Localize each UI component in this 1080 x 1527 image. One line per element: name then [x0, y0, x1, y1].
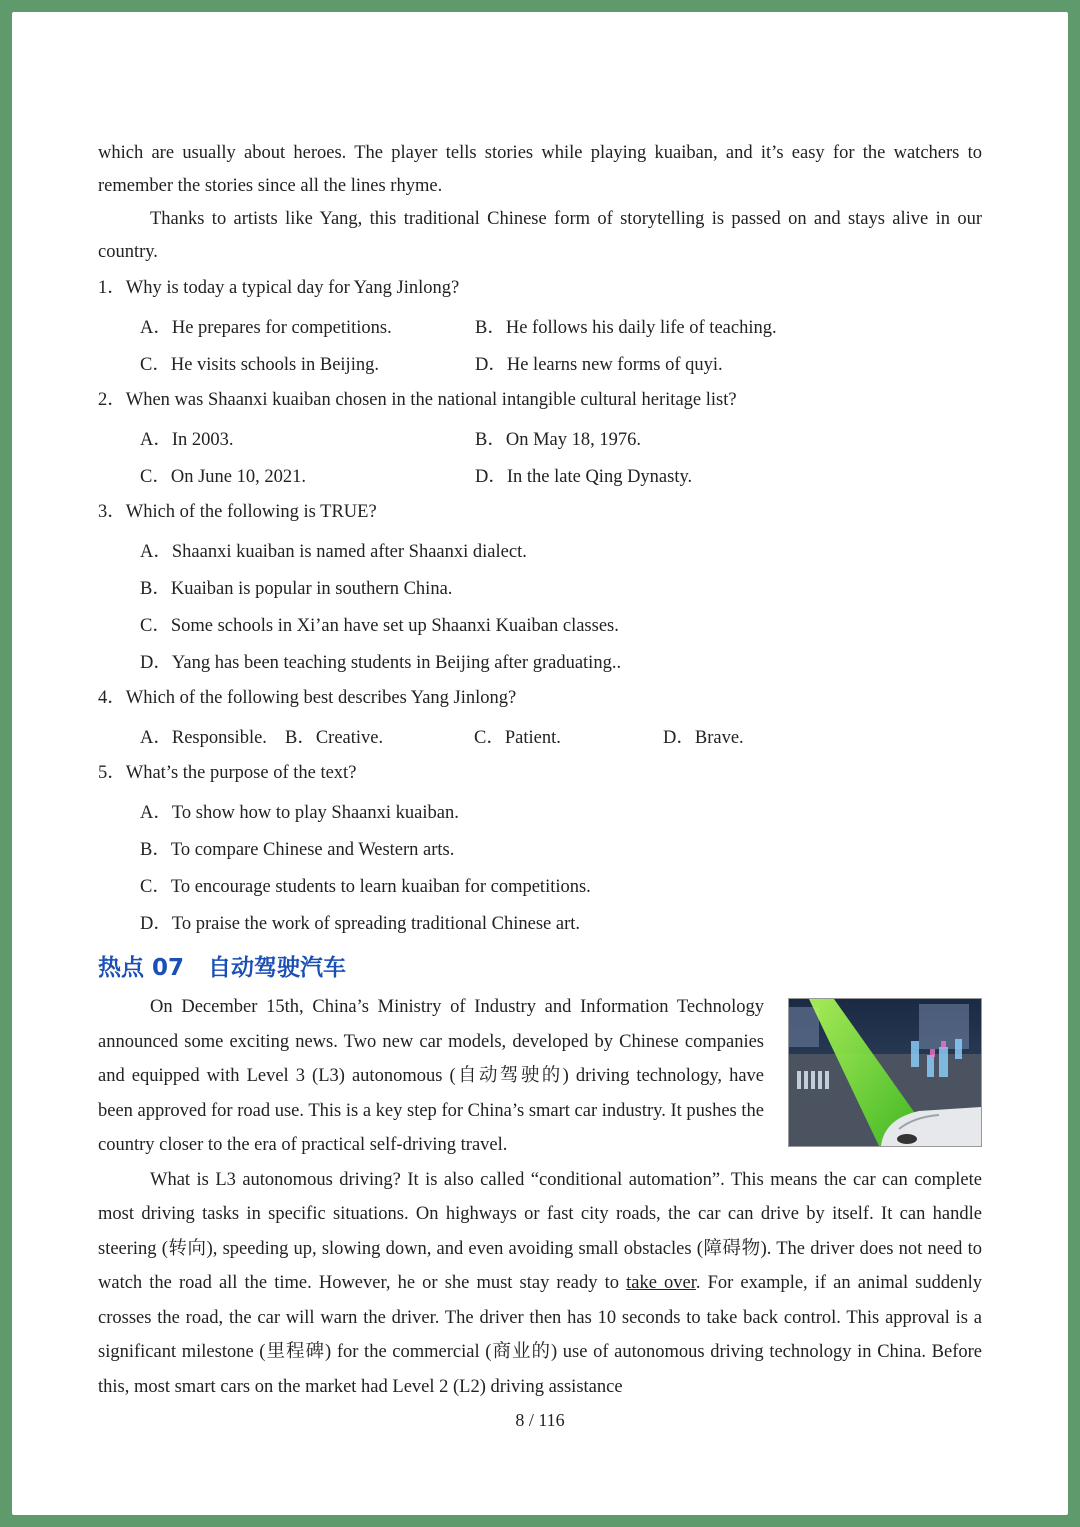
- option-b: B．Kuaiban is popular in southern China.: [140, 578, 453, 599]
- question-2: [98, 382, 982, 493]
- section-heading: [98, 946, 982, 990]
- question-3: [98, 494, 982, 679]
- intro-paragraph-2: Thanks to artists like Yang, this traditional Chinese form of storytelling is passed on and stays alive in our country.: [98, 209, 982, 262]
- question-stem: 5．What’s the purpose of the text?: [98, 763, 357, 783]
- option-d: D．Yang has been teaching students in Beijing after graduating..: [140, 652, 622, 673]
- option-d: D．To praise the work of spreading traditional Chinese art.: [140, 913, 581, 934]
- option-a: A．He prepares for competitions.: [140, 317, 392, 338]
- question-5: [98, 755, 982, 940]
- question-1: [98, 270, 982, 381]
- option-a: A．In 2003.: [140, 429, 234, 450]
- page-content: [98, 137, 982, 1404]
- option-d: D．In the late Qing Dynasty.: [475, 466, 693, 487]
- article: [98, 990, 982, 1404]
- option-c: C．On June 10, 2021.: [140, 466, 306, 487]
- option-d: D．Brave.: [663, 727, 744, 748]
- section-title: 自动驾驶汽车: [208, 955, 347, 981]
- question-stem: 1．Why is today a typical day for Yang Jinlong?: [98, 278, 460, 298]
- option-c: C．To encourage students to learn kuaiban for competitions.: [140, 876, 591, 897]
- option-d: D．He learns new forms of quyi.: [475, 354, 723, 375]
- option-c: C．Patient.: [474, 727, 561, 748]
- question-stem: 3．Which of the following is TRUE?: [98, 502, 377, 522]
- option-a: A．Shaanxi kuaiban is named after Shaanxi dialect.: [140, 541, 527, 562]
- option-c: C．He visits schools in Beijing.: [140, 354, 379, 375]
- option-c: C．Some schools in Xi’an have set up Shaanxi Kuaiban classes.: [140, 615, 619, 636]
- option-b: B．Creative.: [285, 727, 384, 748]
- question-4: [98, 680, 982, 754]
- article-paragraph-1: On December 15th, China’s Ministry of Industry and Information Technology announced some exciting news. Two new car models, developed by Chinese companies and equipped with Level 3 (L3) autonomous (自动驾驶的) driving technology, have been approved for road use. This is a key step for China’s smart car industry. It pushes the country closer to the era of practical self-driving travel.: [98, 997, 764, 1155]
- self-driving-car-image: [788, 998, 982, 1147]
- intro-paragraph-1: which are usually about heroes. The player tells stories while playing kuaiban, and it’s easy for the watchers to remember the stories since all the lines rhyme.: [98, 143, 982, 196]
- option-b: B．He follows his daily life of teaching.: [475, 317, 777, 338]
- page-number: 8 / 116: [515, 1410, 565, 1430]
- question-stem: 2．When was Shaanxi kuaiban chosen in the national intangible cultural heritage list?: [98, 390, 737, 410]
- option-a: A．Responsible.: [140, 727, 267, 748]
- option-b: B．On May 18, 1976.: [475, 429, 641, 450]
- document-page: [12, 12, 1068, 1515]
- option-b: B．To compare Chinese and Western arts.: [140, 839, 455, 860]
- article-paragraph-2: What is L3 autonomous driving? It is also called “conditional automation”. This means the car can complete most driving tasks in specific situations. On highways or fast city roads, the car can drive by itself. It can handle steering (转向), speeding up, slowing down, and even avoiding small obstacles (障碍物). The driver does not need to watch the road all the time. However, he or she must stay ready to take over. For example, if an animal suddenly crosses the road, the car will warn the driver. The driver then has 10 seconds to take back control. This approval is a significant milestone (里程碑) for the commercial (商业的) use of autonomous driving technology in China. Before this, most smart cars on the market had Level 2 (L2) driving assistance: [98, 1169, 982, 1397]
- option-a: A．To show how to play Shaanxi kuaiban.: [140, 802, 459, 823]
- underlined-phrase: take over: [626, 1273, 696, 1293]
- question-stem: 4．Which of the following best describes Yang Jinlong?: [98, 688, 517, 708]
- section-label: 热点 07: [98, 955, 185, 981]
